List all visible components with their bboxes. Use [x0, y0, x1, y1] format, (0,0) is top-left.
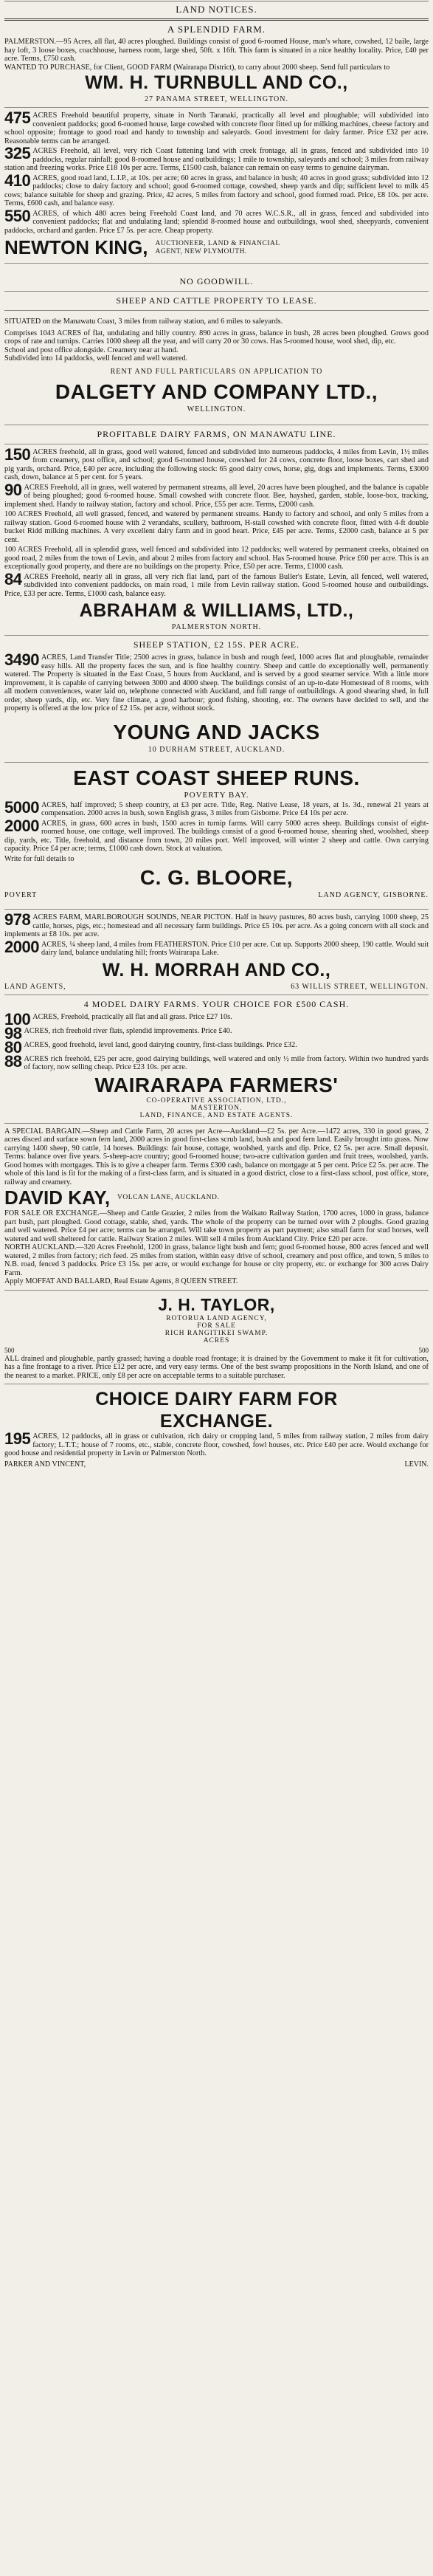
listing-text: ACRES, of which 480 acres being Freehold Coast land, and 70 acres W.C.S.R., all in grass, fenced and subdivided into convenient paddocks; flat and undulating land; splendid 8-roomed house and outbuildings, wool shed, sheepyards, convenient paddocks, orchard and garden. Price £7 5s. per acre. Cheap property.: [4, 209, 429, 235]
listing-item: [4, 1041, 429, 1054]
firm-sub: ROTORUA LAND AGENCY,: [166, 1314, 267, 1322]
wanted-ad: WANTED TO PURCHASE, for Client, GOOD FARM (Wairarapa District), to carry about 2000 sheep. Send full particulars to: [4, 63, 390, 72]
section-title: 4 MODEL DAIRY FARMS. YOUR CHOICE FOR £500 CASH.: [83, 998, 350, 1009]
write-line: Write for full details to: [4, 854, 75, 863]
listing-text: ACRES, Land Transfer Title; 2500 acres in grass, balance in bush and rough feed, 1000 acres flat and ploughable, remainder easy hills. All the property faces the sun, and is fine healthy country. Sheep and cattle do exceptionally well, permanently watered. The Property is situated in the East Coast, 5 hours from Auckland, and is served by a good steamer service. With a little more improvement, it is capable of carrying between 3000 and 4000 sheep. The buildings consist of an up-to-date Homestead of 8 rooms, with all modern conveniences, water laid on, telephone connected with Auckland, and full range of outbuildings. A good shearing shed, in full order, sheep yards, dip, etc. Very fine climate, a good harbour; good fishing, shooting, etc. The owners have decided to sell, and the property is offered at the low price of £2 15s. per acre, without stock.: [4, 653, 429, 712]
acreage: 98: [4, 1026, 22, 1040]
listing-text: ACRES, rich freehold river flats, splendid improvements. Price £40.: [24, 1026, 232, 1035]
lease-school: School and post office alongside. Creamery near at hand.: [4, 346, 179, 354]
listing-item: [4, 174, 429, 208]
listing-item: [4, 1055, 429, 1072]
acreage: 5000: [4, 800, 39, 817]
apply-line: RENT AND FULL PARTICULARS ON APPLICATION TO: [110, 367, 323, 376]
lease-subdivided: Subdivided into 14 paddocks, well fenced and well watered.: [4, 354, 188, 363]
newton-king-section: [4, 111, 429, 259]
firm-name-wairarapa: WAIRARAPA FARMERS': [94, 1073, 339, 1096]
firm-name-dalgety: DALGETY AND COMPANY LTD.,: [55, 379, 378, 403]
firm-name-morrah: W. H. MORRAH AND CO.,: [102, 959, 331, 980]
listing-item: [4, 510, 429, 544]
listing-text: ACRES Freehold, all in grass, well watered by permanent streams, all level, 20 acres have been ploughed, and the balance is capable of being ploughed; good 6-roomed house. Small cowshed with concrete floor. Bee, hayshed, garden, stable, loose-box, tracking, implement shed. Handy to railway station, factory and school. Price, £55 per acre. Terms, £2000 cash.: [4, 483, 429, 509]
listing-text: ACRES, Freehold, practically all flat and all grass. Price £27 10s.: [32, 1012, 232, 1021]
listing-item: [4, 653, 429, 713]
listing-text: 100 ACRES Freehold, all well grassed, fenced, and watered by permanent streams. Handy to factory and school, and only 5 miles from a railway station. Good 6-roomed house with 2 verandahs, scullery, bathroom, H-stall cowshed with concrete floor, fitted with 4-ft double bucket Ridd milking machines. A very excellent dairy farm and in good heart. Price, £45 per acre. Terms, £2000 cash, balance at 5 per cent.: [4, 510, 429, 544]
listing-item: [4, 210, 429, 236]
agent-town: LEVIN.: [404, 1460, 429, 1469]
lease-description: Comprises 1043 ACRES of flat, undulating and hilly country. 890 acres in grass, balance in bush, 28 acres been ploughed. Grows good crops of rate and turnips. Carries 1000 sheep all the year, and will carry 20 or 30 cows. Has 5-roomed house, wool shed, dip, etc.: [4, 329, 429, 346]
acreage: 100: [4, 1012, 31, 1026]
firm-name-bloore: C. G. BLOORE,: [139, 866, 294, 889]
listing-item: [4, 573, 429, 599]
choice-dairy-section: [4, 1388, 429, 1469]
special-bargain-ad: A SPECIAL BARGAIN.—Sheep and Cattle Farm, 20 acres per Acre—Auckland—£2 5s. per Acre.—1472 acres, 330 in good grass, 2 acres disced and surface sown fern land, 2000 acres in good first-class scrub land, bush and good fern land. Easily brought into grass. Now carrying 1400 sheep, 90 cattle, 14 horses. Buildings: fair house, cottage, woolshed, yards and dip. Price, £2 5s. per acre. Small deposit. Terms: balance over five years. 5-sheep-acre country; good 6-roomed house; two-acre cultivation garden and fruit trees, woolshed, yards. Good homes with mortgages. This is to give a cheaper farm. Terms £300 cash, balance on mortgage at 5 per cent. Price £2 5s. per acre. The whole of this land is fit for the making of a first-class farm, and is situated in a good district, close to a first-class school, post office, store, railway and creamery.: [4, 1127, 429, 1186]
listing-text: ACRES, good freehold, level land, good dairying country, first-class buildings. Price £32.: [24, 1040, 297, 1049]
section-title: PROFITABLE DAIRY FARMS, ON MANAWATU LINE.: [97, 428, 336, 439]
acreage: 2000: [4, 819, 39, 835]
listing-item: [4, 941, 429, 958]
firm-address: WELLINGTON.: [187, 405, 246, 413]
listing-item: [4, 111, 429, 145]
firm-sub2: MASTERTON.: [190, 1104, 243, 1112]
acreage: 88: [4, 1054, 22, 1071]
no-goodwill-notice: NO GOODWILL.: [179, 276, 254, 286]
firm-tag: VOLCAN LANE, AUCKLAND.: [117, 1194, 220, 1201]
listing-item: [4, 448, 429, 482]
model-dairy-section: [4, 999, 429, 1119]
sheep-station-section: [4, 639, 429, 758]
section-title-line1: CHOICE DAIRY FARM FOR: [95, 1389, 338, 1409]
firm-name-taylor: J. H. TAYLOR,: [158, 1294, 275, 1314]
listing-item: [4, 1027, 429, 1040]
firm-sub3: LAND, FINANCE, AND ESTATE AGENTS.: [139, 1111, 294, 1119]
east-coast-section: [4, 766, 429, 906]
firm-address: 10 DURHAM STREET, AUCKLAND.: [148, 745, 285, 754]
taylor-section: [4, 1294, 429, 1381]
for-sale: FOR SALE: [197, 1322, 236, 1330]
listing-item: [4, 546, 429, 571]
firm-left: LAND AGENTS,: [4, 982, 66, 991]
listing-text: ACRES, 12 paddocks, all in grass or cultivation, rich dairy or cropping land, 5 miles from railway station, 2 miles from dairy factory; L.T.T.; house of 7 rooms, etc., stable, concrete floor, cowshed, fowl houses, etc. Price £40 per acre. Would exchange for good house and residential property in Levin or Palmerston North.: [4, 1432, 429, 1457]
listing-text: ACRES, half improved; 5 sheep country, at £3 per acre. Title, Reg. Native Lease, 18 years, at 1s. 3d., renewal 21 years at compensation. 2000 acres in bush, sown English grass, 3 miles from Gisborne. Price £4 10s per acre.: [41, 800, 429, 817]
apply-line: Apply MOFFAT AND BALLARD, Real Estate Agents, 8 QUEEN STREET.: [4, 1277, 238, 1285]
acres-left: 500: [4, 1346, 15, 1354]
acreage: 475: [4, 111, 31, 127]
listing-text: ACRES FARM, MARLBOROUGH SOUNDS, NEAR PICTON. Half in heavy pastures, 80 acres bush, carrying 1000 sheep, 25 cattle, horses, pigs, etc.; homestead and all necessary farm buildings. Price £5 10s. per acre. As a going concern with all stock and implements at £8 10s. per acre.: [4, 913, 429, 938]
firm-address: 27 PANAMA STREET, WELLINGTON.: [144, 95, 289, 103]
section-location: POVERTY BAY.: [184, 790, 249, 800]
david-kay-section: [4, 1127, 429, 1286]
acreage: 410: [4, 174, 31, 190]
listing-item: [4, 484, 429, 509]
acres-right: 500: [418, 1346, 429, 1354]
listing-item: [4, 1013, 429, 1026]
section-title: A SPLENDID FARM.: [167, 24, 266, 35]
newton-king-banner: [4, 236, 429, 259]
manawatu-dairy-section: [4, 429, 429, 632]
acreage: 150: [4, 447, 31, 464]
firm-name: NEWTON KING,: [4, 236, 148, 258]
listing-item: [4, 913, 429, 939]
land-notices-page: [4, 1, 429, 1469]
acreage: 80: [4, 1040, 22, 1054]
listing-text: ACRES, in grass, 600 acres in bush, 1500 acres in turnip farms. Will carry 5000 acres sheep. Buildings consist of eight-roomed house, one cottage, well improved. The buildings consist of a good 6-roomed house, shearing shed, woolshed, sheep dip, yards, etc. Title, freehold, and distance from town, 20 miles port. Well improved, will winter 2 sheep and cattle. Own carrying capacity. Price £4 per acre; terms, £1000 cash down. Stock at valuation.: [4, 819, 429, 853]
sheep-cattle-lease-section: [4, 267, 429, 421]
palmerston-ad: PALMERSTON.—95 Acres, all flat, 40 acres ploughed. Buildings consist of good 6-roomed House, man's whare, cowshed, 12 baile, large hay loft, 3 loose boxes, coachhouse, harness room, large shed, 50ft. x 16ft. This farm is situated in a nice healthy locality. Price, £40 per acre. Terms, £750 cash.: [4, 38, 429, 63]
listing-text: 100 ACRES Freehold, all in splendid grass, well fenced and subdivided into 12 paddocks; well watered by permanent creeks, obtained on good road, 2 miles from the town of Levin, and about 2 miles from factory and school. Has 5-roomed house. Price £60 per acre. This is an exceptionally good property, and there are no buildings on the property. Price, £50 per acre. Terms, £1000 cash.: [4, 546, 429, 571]
firm-name-turnbull: WM. H. TURNBULL AND CO.,: [85, 72, 348, 93]
listing-text: ACRES Freehold beautiful property, situate in North Taranaki, practically all level and ploughable; will subdivided into convenient paddocks; good 6-roomed house, large cowshed with concrete floor fitted up for milking machines, cheese factory and school opposite; frontage to good road and handy to township and saleyards. Good investment for dairy farmer. Price £32 per acre. Reasonable terms can be arranged.: [4, 111, 429, 145]
listing-item: [4, 1432, 429, 1458]
acreage: 325: [4, 147, 31, 162]
swamp-ad: ALL drained and ploughable, partly grassed; having a double road frontage; it is drained by the Government to make it fit for cultivation, has a fine frontage to a river. Price £12 per acre, and very easy terms. One of the best swamp propositions in the North Island, and one of the nearest to a market. PRICE, only £8 per acre on acceptable terms to a suitable purchaser.: [4, 1354, 429, 1380]
north-auckland-ad: NORTH AUCKLAND.—320 Acres Freehold, 1200 in grass, balance light bush and fern; good 6-roomed house, 800 acres fenced and well watered, 2 miles from factory; rich feed. 25 miles from station, within easy drive of school, creamery and post office, and town, 5 miles to N.B. road, fenced 3 paddocks. Price £3 15s. per acre, or would exchange for house or city property, etc. or exchange for 300 acres Dairy Farm.: [4, 1243, 429, 1277]
acreage: 84: [4, 572, 22, 588]
section-title: EAST COAST SHEEP RUNS.: [73, 766, 360, 789]
section-title: SHEEP STATION, £2 15S. PER ACRE.: [133, 639, 300, 650]
morrah-section: [4, 913, 429, 991]
firm-left: POVERT: [4, 891, 38, 899]
page-header: LAND NOTICES.: [176, 4, 257, 15]
acreage: 195: [4, 1432, 31, 1448]
splendid-farm-section: [4, 24, 429, 103]
firm-tag-line2: AGENT, NEW PLYMOUTH.: [155, 247, 247, 255]
firm-right: 63 WILLIS STREET, WELLINGTON.: [291, 982, 429, 991]
acres-word: ACRES: [203, 1336, 230, 1344]
firm-name-abraham: ABRAHAM & WILLIAMS, LTD.,: [79, 600, 354, 621]
acreage: 2000: [4, 940, 39, 956]
david-kay-banner: [4, 1186, 429, 1209]
agent-name: PARKER AND VINCENT,: [4, 1460, 86, 1469]
firm-address: PALMERSTON NORTH.: [171, 623, 262, 631]
firm-right: LAND AGENCY, GISBORNE.: [318, 891, 429, 899]
section-title-line2: EXCHANGE.: [159, 1411, 274, 1432]
listing-item: [4, 801, 429, 818]
firm-sub: CO-OPERATIVE ASSOCIATION, LTD.,: [146, 1096, 287, 1105]
listing-text: ACRES freehold, all in grass, good well watered, fenced and subdivided into numerous paddocks, 4 miles from Levin, 1½ miles from creamery, post office, and school; good 6-roomed house, cowshed for 24 cows, concrete floor, loose boxes, cart shed and pig yards, orchard. Price, £40 per acre, including the following stock: 65 good dairy cows, horse, gig, dogs and implements. Terms, £3000 cash, down, balance at 5 per cent. for 5 years.: [4, 447, 429, 481]
firm-name-young-jacks: YOUNG AND JACKS: [113, 720, 320, 743]
listing-text: ACRES Freehold, all level, very rich Coast fattening land with creek frontage, all in grass, fenced and subdivided into 10 paddocks, regular rainfall; good 8-roomed house and outbuildings; 1 mile to township, saleyards and school; 3 miles from railway station and freezing works. Price £18 10s per acre. Terms, £1500 cash, balance can remain on easy terms to genuine dairyman.: [4, 147, 429, 172]
listing-text: ACRES rich freehold, £25 per acre, good dairying buildings, well watered and only ½ mile from factory. Within two hundred yards of factory, now selling cheap. Price £23 10s. per acre.: [24, 1054, 429, 1071]
listing-text: ACRES, good road land, L.I.P., at 10s. per acre; 60 acres in grass, and balance in bush; 40 acres in good grass; subdivided into 12 paddocks; close to dairy factory and school; good 6-roomed cottage, cowshed, sheep yards and dip; sufficient level to milk 45 cows; balance suitable for sheep and grazing. Price, 42 acres, 5 miles from factory and school, good formed road. Price, £8 10s. per acre. Terms, £600 cash, and balance easy.: [4, 174, 429, 207]
estate-name: RICH RANGITIKEI SWAMP.: [164, 1329, 269, 1337]
lease-situation: SITUATED on the Manawatu Coast, 3 miles from railway station, and 6 miles to saleyards.: [4, 317, 283, 326]
listing-text: ACRES Freehold, nearly all in grass, all very rich flat land, part of the famous Buller's Estate, Levin, all fenced, well watered, subdivided into convenient paddocks, on main road, 1 mile from Levin railway station. Good 5-roomed house and outbuildings. Price, £33 per acre. Terms, £1000 cash, balance easy.: [4, 572, 429, 598]
listing-item: [4, 820, 429, 853]
firm-tag-line1: AUCTIONEER, LAND & FINANCIAL: [155, 239, 280, 247]
listing-text: ACRES, ¼ sheep land, 4 miles from FEATHERSTON. Price £10 per acre. Cut up. Supports 2000 sheep, 190 cattle. Would suit dairy land, balance undulating hill; fronts Wairarapa Lake.: [41, 940, 429, 957]
firm-name: DAVID KAY,: [4, 1186, 111, 1209]
listing-item: [4, 147, 429, 173]
exchange-ad: FOR SALE OR EXCHANGE.—Sheep and Cattle Grazier, 2 miles from the Waikato Railway Station, 1700 acres, 1000 in grass, balance part bush, part ploughed. Good cottage, stable, shed, yards. The whole of the property can be turned over with 2 ploughs. Good grazing and well watered. Price £4 per acre; terms can be arranged. Will take town property as part payment; also small farm for stud horses, well watered and well sheltered for cattle. Railway Station 2 miles. Will sell 4 miles from Auckland City. Price £20 per acre.: [4, 1209, 429, 1243]
acreage: 978: [4, 913, 31, 929]
acreage: 3490: [4, 653, 39, 669]
acreage: 90: [4, 483, 22, 499]
section-title: SHEEP AND CATTLE PROPERTY TO LEASE.: [116, 295, 317, 306]
acreage: 550: [4, 209, 31, 225]
